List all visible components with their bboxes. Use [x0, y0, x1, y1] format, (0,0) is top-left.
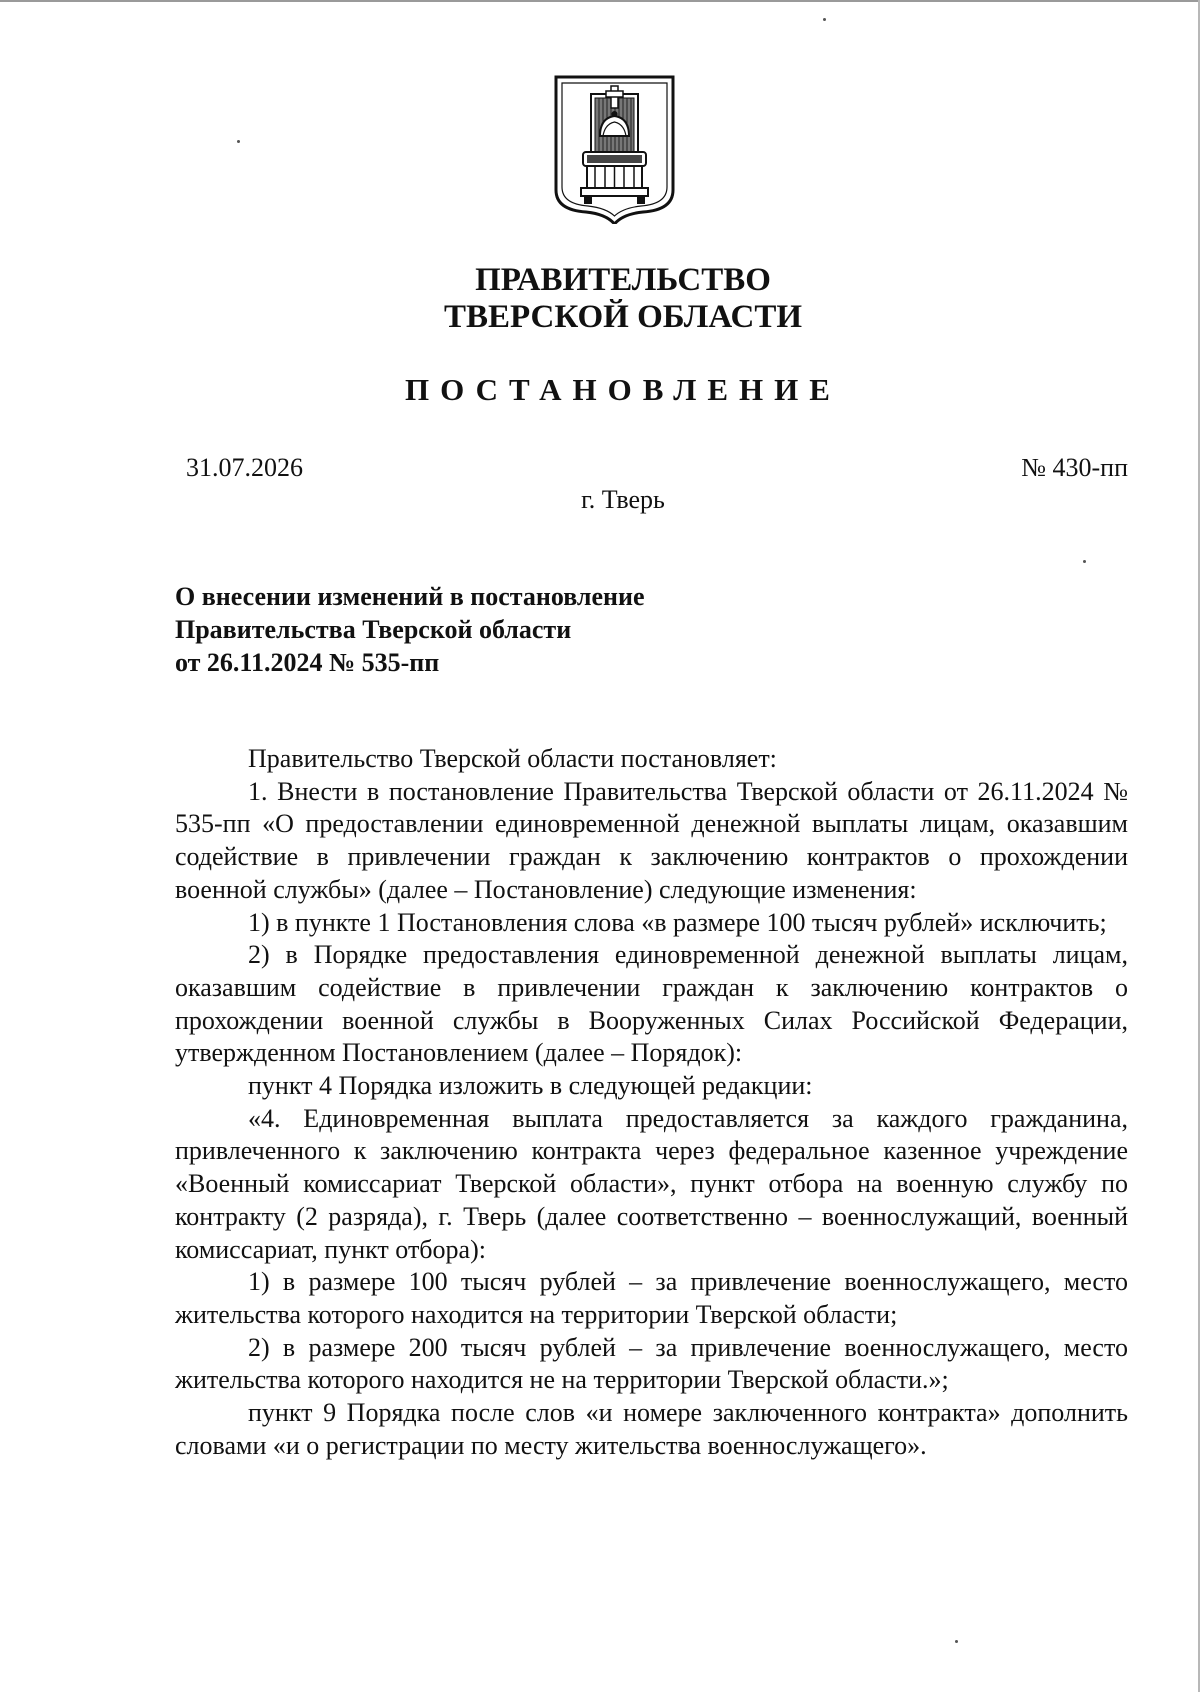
document-subject: [175, 580, 645, 679]
organization-name-line2: ТВЕРСКОЙ ОБЛАСТИ: [443, 299, 803, 335]
document-body: [175, 743, 1128, 1462]
body-paragraph: 2) в размере 200 тысяч рублей – за привлечение военнослужащего, место жительства которого находится не на территории Тверской области.»;: [175, 1332, 1128, 1395]
body-paragraph: 1) в пункте 1 Постановления слова «в размере 100 тысяч рублей» исключить;: [248, 907, 1107, 937]
subject-line: от 26.11.2024 № 535-пп: [175, 648, 440, 677]
body-paragraph: пункт 9 Порядка после слов «и номере заключенного контракта» дополнить словами «и о регистрации по месту жительства военнослужащего».: [175, 1398, 1128, 1460]
scan-speck: [955, 1640, 958, 1643]
body-paragraph: 2) в Порядке предоставления единовременной денежной выплаты лицам, оказавшим содействие в привлечении граждан к заключению контрактов о прохождении военной службы в Вооруженных Силах Российской Федерации, утвержденном Постановлением (далее – Порядок):: [175, 940, 1128, 1068]
document-city: г. Тверь: [581, 485, 665, 514]
document-date: 31.07.2026: [186, 453, 303, 482]
scan-edge-top: [0, 0, 1200, 2]
subject-line: Правительства Тверской области: [175, 615, 572, 644]
body-paragraph: пункт 4 Порядка изложить в следующей редакции:: [248, 1071, 813, 1101]
scan-speck: [1083, 560, 1086, 563]
body-paragraph: 1. Внести в постановление Правительства Тверской области от 26.11.2024 № 535-пп «О предоставлении единовременной денежной выплаты лицам, оказавшим содействие в привлечении граждан к заключению контрактов о прохождении военной службы» (далее – Постановление) следующие изменения:: [175, 776, 1128, 904]
body-paragraph: 1) в размере 100 тысяч рублей – за привлечение военнослужащего, место жительства которого находится на территории Тверской области;: [175, 1267, 1128, 1329]
body-paragraph: «4. Единовременная выплата предоставляется за каждого гражданина, привлеченного к заключению контракта через федеральное казенное учреждение «Военный комиссариат Тверской области», пункт отбора на военную службу по контракту (2 разряда), г. Тверь (далее соответственно – военнослужащий, военный комиссариат, пункт отбора):: [175, 1103, 1128, 1264]
organization-name-line1: ПРАВИТЕЛЬСТВО: [475, 262, 771, 298]
scan-speck: [237, 140, 240, 143]
subject-line: О внесении изменений в постановление: [175, 582, 645, 611]
document-number: № 430-пп: [1021, 453, 1128, 482]
scan-speck: [823, 18, 826, 21]
tver-coat-of-arms-icon: [553, 74, 676, 224]
document-type-title: ПОСТАНОВЛЕНИЕ: [405, 372, 841, 407]
body-paragraph: Правительство Тверской области постановляет:: [248, 744, 777, 773]
